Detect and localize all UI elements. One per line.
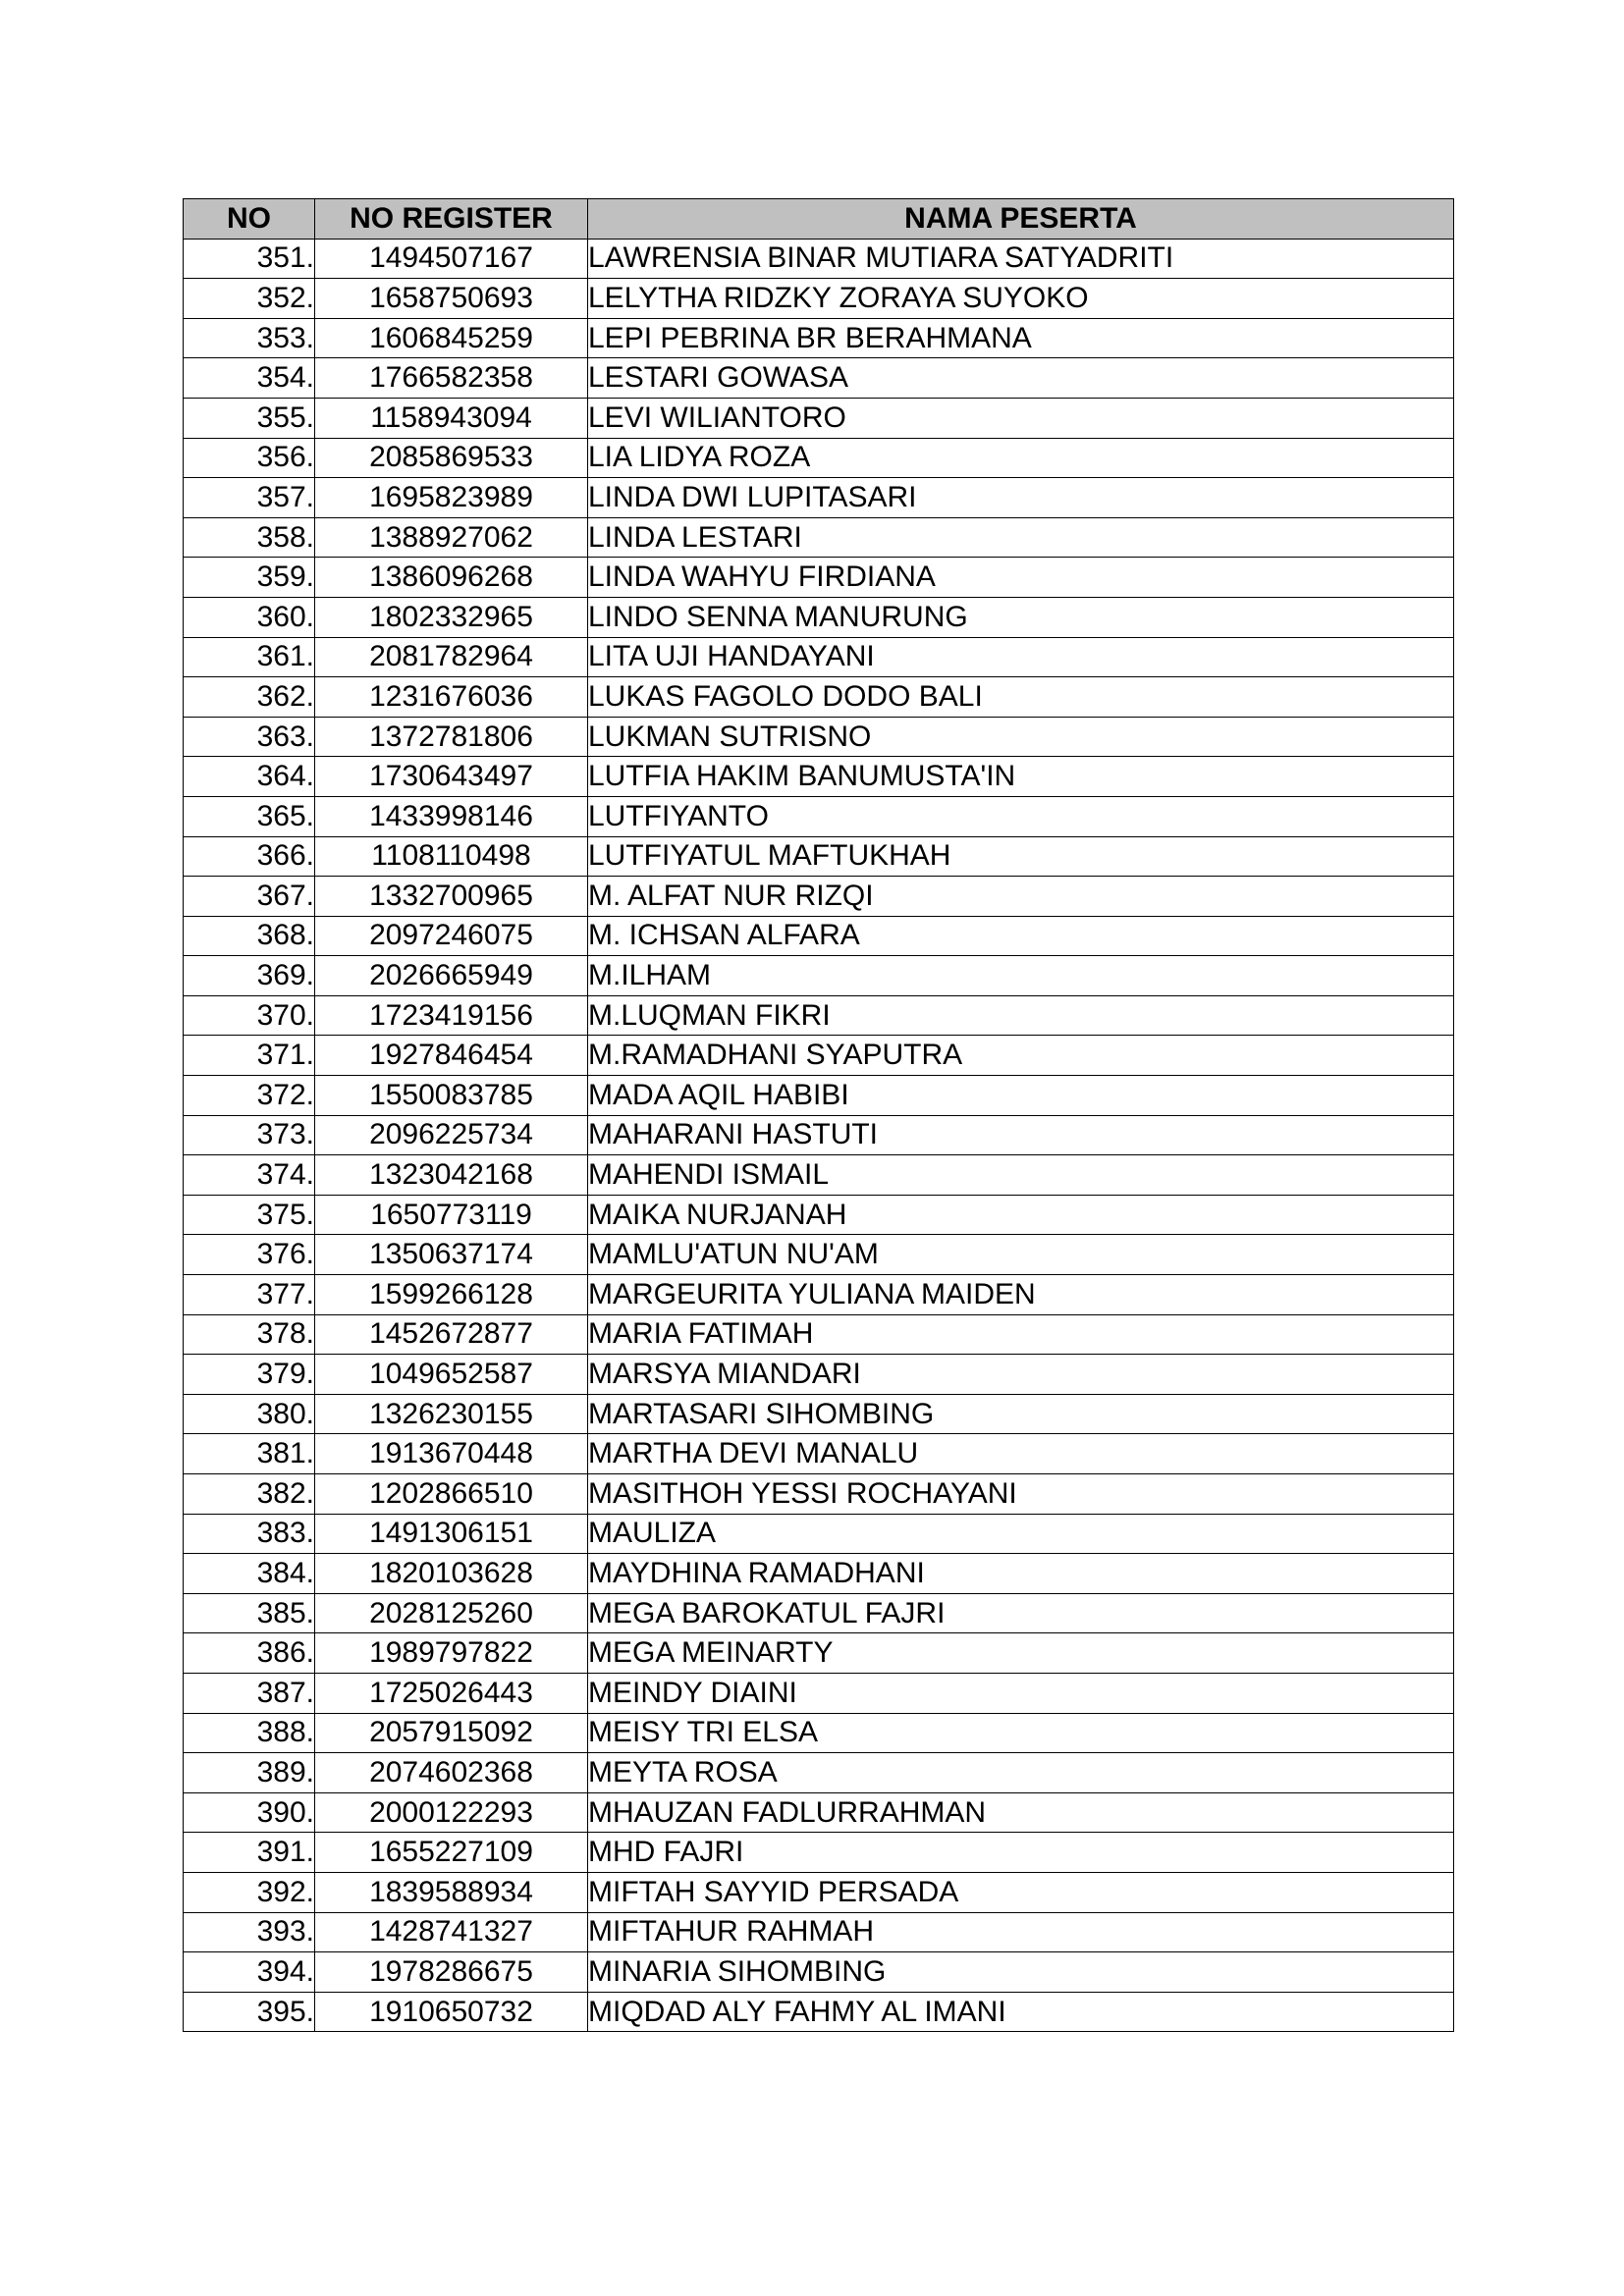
row-number: 358.	[184, 517, 315, 558]
table-row	[184, 1554, 1454, 1594]
table-row	[184, 478, 1454, 518]
row-number: 378.	[184, 1314, 315, 1355]
register-number: 1108110498	[315, 836, 588, 877]
table-row	[184, 1992, 1454, 2032]
register-number: 1802332965	[315, 597, 588, 637]
row-number: 381.	[184, 1434, 315, 1474]
register-number: 1202866510	[315, 1474, 588, 1515]
row-number: 359.	[184, 558, 315, 598]
row-number: 371.	[184, 1036, 315, 1076]
row-number: 380.	[184, 1394, 315, 1434]
register-number: 1658750693	[315, 279, 588, 319]
table-row	[184, 677, 1454, 718]
row-number: 375.	[184, 1195, 315, 1235]
table-header-row	[184, 199, 1454, 240]
row-number: 369.	[184, 956, 315, 996]
participant-name: MEGA MEINARTY	[588, 1633, 1454, 1674]
participant-name: MIFTAHUR RAHMAH	[588, 1912, 1454, 1952]
participant-name: M. ALFAT NUR RIZQI	[588, 877, 1454, 917]
register-number: 2026665949	[315, 956, 588, 996]
row-number: 364.	[184, 757, 315, 797]
row-number: 389.	[184, 1753, 315, 1793]
participant-name: LUTFIYANTO	[588, 796, 1454, 836]
register-number: 2057915092	[315, 1713, 588, 1753]
register-number: 1550083785	[315, 1076, 588, 1116]
row-number: 357.	[184, 478, 315, 518]
register-number: 2081782964	[315, 637, 588, 677]
register-number: 1725026443	[315, 1673, 588, 1713]
register-number: 1989797822	[315, 1633, 588, 1674]
participant-name: MINARIA SIHOMBING	[588, 1952, 1454, 1993]
table-row	[184, 916, 1454, 956]
row-number: 379.	[184, 1355, 315, 1395]
register-number: 2028125260	[315, 1593, 588, 1633]
register-number: 1599266128	[315, 1275, 588, 1315]
register-number: 1158943094	[315, 398, 588, 438]
register-number: 1820103628	[315, 1554, 588, 1594]
table-row	[184, 1872, 1454, 1912]
register-number: 1386096268	[315, 558, 588, 598]
row-number: 362.	[184, 677, 315, 718]
register-number: 1326230155	[315, 1394, 588, 1434]
table-row	[184, 1633, 1454, 1674]
table-row	[184, 1434, 1454, 1474]
register-number: 1428741327	[315, 1912, 588, 1952]
table-row	[184, 517, 1454, 558]
register-number: 1913670448	[315, 1434, 588, 1474]
register-number: 1695823989	[315, 478, 588, 518]
row-number: 363.	[184, 717, 315, 757]
participant-name: LINDO SENNA MANURUNG	[588, 597, 1454, 637]
row-number: 393.	[184, 1912, 315, 1952]
participant-name: LITA UJI HANDAYANI	[588, 637, 1454, 677]
table-row	[184, 1952, 1454, 1993]
participant-name: MEGA BAROKATUL FAJRI	[588, 1593, 1454, 1633]
participant-name: LESTARI GOWASA	[588, 358, 1454, 399]
register-number: 1350637174	[315, 1235, 588, 1275]
register-number: 2096225734	[315, 1115, 588, 1155]
register-number: 1730643497	[315, 757, 588, 797]
row-number: 382.	[184, 1474, 315, 1515]
register-number: 2074602368	[315, 1753, 588, 1793]
register-number: 1978286675	[315, 1952, 588, 1993]
participant-name: MEINDY DIAINI	[588, 1673, 1454, 1713]
row-number: 373.	[184, 1115, 315, 1155]
register-number: 2097246075	[315, 916, 588, 956]
table-row	[184, 1275, 1454, 1315]
register-number: 1049652587	[315, 1355, 588, 1395]
row-number: 355.	[184, 398, 315, 438]
register-number: 1433998146	[315, 796, 588, 836]
row-number: 360.	[184, 597, 315, 637]
table-row	[184, 1474, 1454, 1515]
row-number: 391.	[184, 1833, 315, 1873]
row-number: 374.	[184, 1155, 315, 1196]
register-number: 2000122293	[315, 1792, 588, 1833]
table-row	[184, 1753, 1454, 1793]
participant-name: MARTASARI SIHOMBING	[588, 1394, 1454, 1434]
header-name: NAMA PESERTA	[588, 199, 1454, 240]
register-number: 1332700965	[315, 877, 588, 917]
table-row	[184, 757, 1454, 797]
table-row	[184, 1912, 1454, 1952]
row-number: 377.	[184, 1275, 315, 1315]
register-number: 1323042168	[315, 1155, 588, 1196]
table-row	[184, 1115, 1454, 1155]
participant-name: MARGEURITA YULIANA MAIDEN	[588, 1275, 1454, 1315]
participant-name: MIFTAH SAYYID PERSADA	[588, 1872, 1454, 1912]
participant-name: LINDA LESTARI	[588, 517, 1454, 558]
table-row	[184, 1314, 1454, 1355]
table-row	[184, 1036, 1454, 1076]
participant-name: M.RAMADHANI SYAPUTRA	[588, 1036, 1454, 1076]
register-number: 1839588934	[315, 1872, 588, 1912]
table-row	[184, 1355, 1454, 1395]
table-row	[184, 438, 1454, 478]
table-row	[184, 1792, 1454, 1833]
participant-name: LAWRENSIA BINAR MUTIARA SATYADRITI	[588, 239, 1454, 279]
row-number: 385.	[184, 1593, 315, 1633]
row-number: 361.	[184, 637, 315, 677]
row-number: 352.	[184, 279, 315, 319]
row-number: 366.	[184, 836, 315, 877]
table-row	[184, 956, 1454, 996]
table-row	[184, 796, 1454, 836]
table-row	[184, 1593, 1454, 1633]
header-register: NO REGISTER	[315, 199, 588, 240]
row-number: 395.	[184, 1992, 315, 2032]
row-number: 368.	[184, 916, 315, 956]
participant-name: MASITHOH YESSI ROCHAYANI	[588, 1474, 1454, 1515]
participant-name: MAYDHINA RAMADHANI	[588, 1554, 1454, 1594]
participant-name: MARSYA MIANDARI	[588, 1355, 1454, 1395]
participant-name: MAHARANI HASTUTI	[588, 1115, 1454, 1155]
participant-name: MAIKA NURJANAH	[588, 1195, 1454, 1235]
table-row	[184, 1514, 1454, 1554]
participants-table	[183, 198, 1454, 2032]
participant-name: MEYTA ROSA	[588, 1753, 1454, 1793]
row-number: 383.	[184, 1514, 315, 1554]
table-row	[184, 279, 1454, 319]
table-row	[184, 239, 1454, 279]
participant-name: LUKMAN SUTRISNO	[588, 717, 1454, 757]
participant-name: MARIA FATIMAH	[588, 1314, 1454, 1355]
participant-name: MAMLU'ATUN NU'AM	[588, 1235, 1454, 1275]
participant-name: LINDA DWI LUPITASARI	[588, 478, 1454, 518]
participant-name: MIQDAD ALY FAHMY AL IMANI	[588, 1992, 1454, 2032]
participant-name: MARTHA DEVI MANALU	[588, 1434, 1454, 1474]
row-number: 392.	[184, 1872, 315, 1912]
register-number: 1452672877	[315, 1314, 588, 1355]
table-row	[184, 358, 1454, 399]
register-number: 1231676036	[315, 677, 588, 718]
participant-name: MAHENDI ISMAIL	[588, 1155, 1454, 1196]
register-number: 1723419156	[315, 995, 588, 1036]
row-number: 376.	[184, 1235, 315, 1275]
participant-name: MAULIZA	[588, 1514, 1454, 1554]
table-row	[184, 558, 1454, 598]
register-number: 1766582358	[315, 358, 588, 399]
register-number: 2085869533	[315, 438, 588, 478]
table-row	[184, 1833, 1454, 1873]
participant-name: MHAUZAN FADLURRAHMAN	[588, 1792, 1454, 1833]
participant-name: LUTFIA HAKIM BANUMUSTA'IN	[588, 757, 1454, 797]
table-row	[184, 877, 1454, 917]
register-number: 1910650732	[315, 1992, 588, 2032]
register-number: 1491306151	[315, 1514, 588, 1554]
participant-name: LIA LIDYA ROZA	[588, 438, 1454, 478]
table-row	[184, 1235, 1454, 1275]
row-number: 351.	[184, 239, 315, 279]
row-number: 372.	[184, 1076, 315, 1116]
table-row	[184, 318, 1454, 358]
table-row	[184, 637, 1454, 677]
table-row	[184, 1195, 1454, 1235]
row-number: 370.	[184, 995, 315, 1036]
table-row	[184, 398, 1454, 438]
table-body	[184, 239, 1454, 2032]
register-number: 1494507167	[315, 239, 588, 279]
participant-name: M.LUQMAN FIKRI	[588, 995, 1454, 1036]
register-number: 1606845259	[315, 318, 588, 358]
participant-name: MHD FAJRI	[588, 1833, 1454, 1873]
row-number: 367.	[184, 877, 315, 917]
row-number: 354.	[184, 358, 315, 399]
row-number: 390.	[184, 1792, 315, 1833]
table-row	[184, 995, 1454, 1036]
row-number: 388.	[184, 1713, 315, 1753]
header-no: NO	[184, 199, 315, 240]
row-number: 387.	[184, 1673, 315, 1713]
participant-name: LUKAS FAGOLO DODO BALI	[588, 677, 1454, 718]
participant-name: M.ILHAM	[588, 956, 1454, 996]
register-number: 1372781806	[315, 717, 588, 757]
row-number: 353.	[184, 318, 315, 358]
table-row	[184, 1394, 1454, 1434]
participant-name: LELYTHA RIDZKY ZORAYA SUYOKO	[588, 279, 1454, 319]
table-row	[184, 1076, 1454, 1116]
participant-name: LEPI PEBRINA BR BERAHMANA	[588, 318, 1454, 358]
row-number: 386.	[184, 1633, 315, 1674]
register-number: 1655227109	[315, 1833, 588, 1873]
register-number: 1650773119	[315, 1195, 588, 1235]
table-row	[184, 1673, 1454, 1713]
table-row	[184, 1713, 1454, 1753]
participant-name: MADA AQIL HABIBI	[588, 1076, 1454, 1116]
participant-name: MEISY TRI ELSA	[588, 1713, 1454, 1753]
register-number: 1927846454	[315, 1036, 588, 1076]
row-number: 356.	[184, 438, 315, 478]
register-number: 1388927062	[315, 517, 588, 558]
participant-name: LUTFIYATUL MAFTUKHAH	[588, 836, 1454, 877]
row-number: 394.	[184, 1952, 315, 1993]
table-row	[184, 1155, 1454, 1196]
row-number: 365.	[184, 796, 315, 836]
table-row	[184, 836, 1454, 877]
row-number: 384.	[184, 1554, 315, 1594]
participant-name: LEVI WILIANTORO	[588, 398, 1454, 438]
participant-name: M. ICHSAN ALFARA	[588, 916, 1454, 956]
table-row	[184, 597, 1454, 637]
table-row	[184, 717, 1454, 757]
participant-name: LINDA WAHYU FIRDIANA	[588, 558, 1454, 598]
